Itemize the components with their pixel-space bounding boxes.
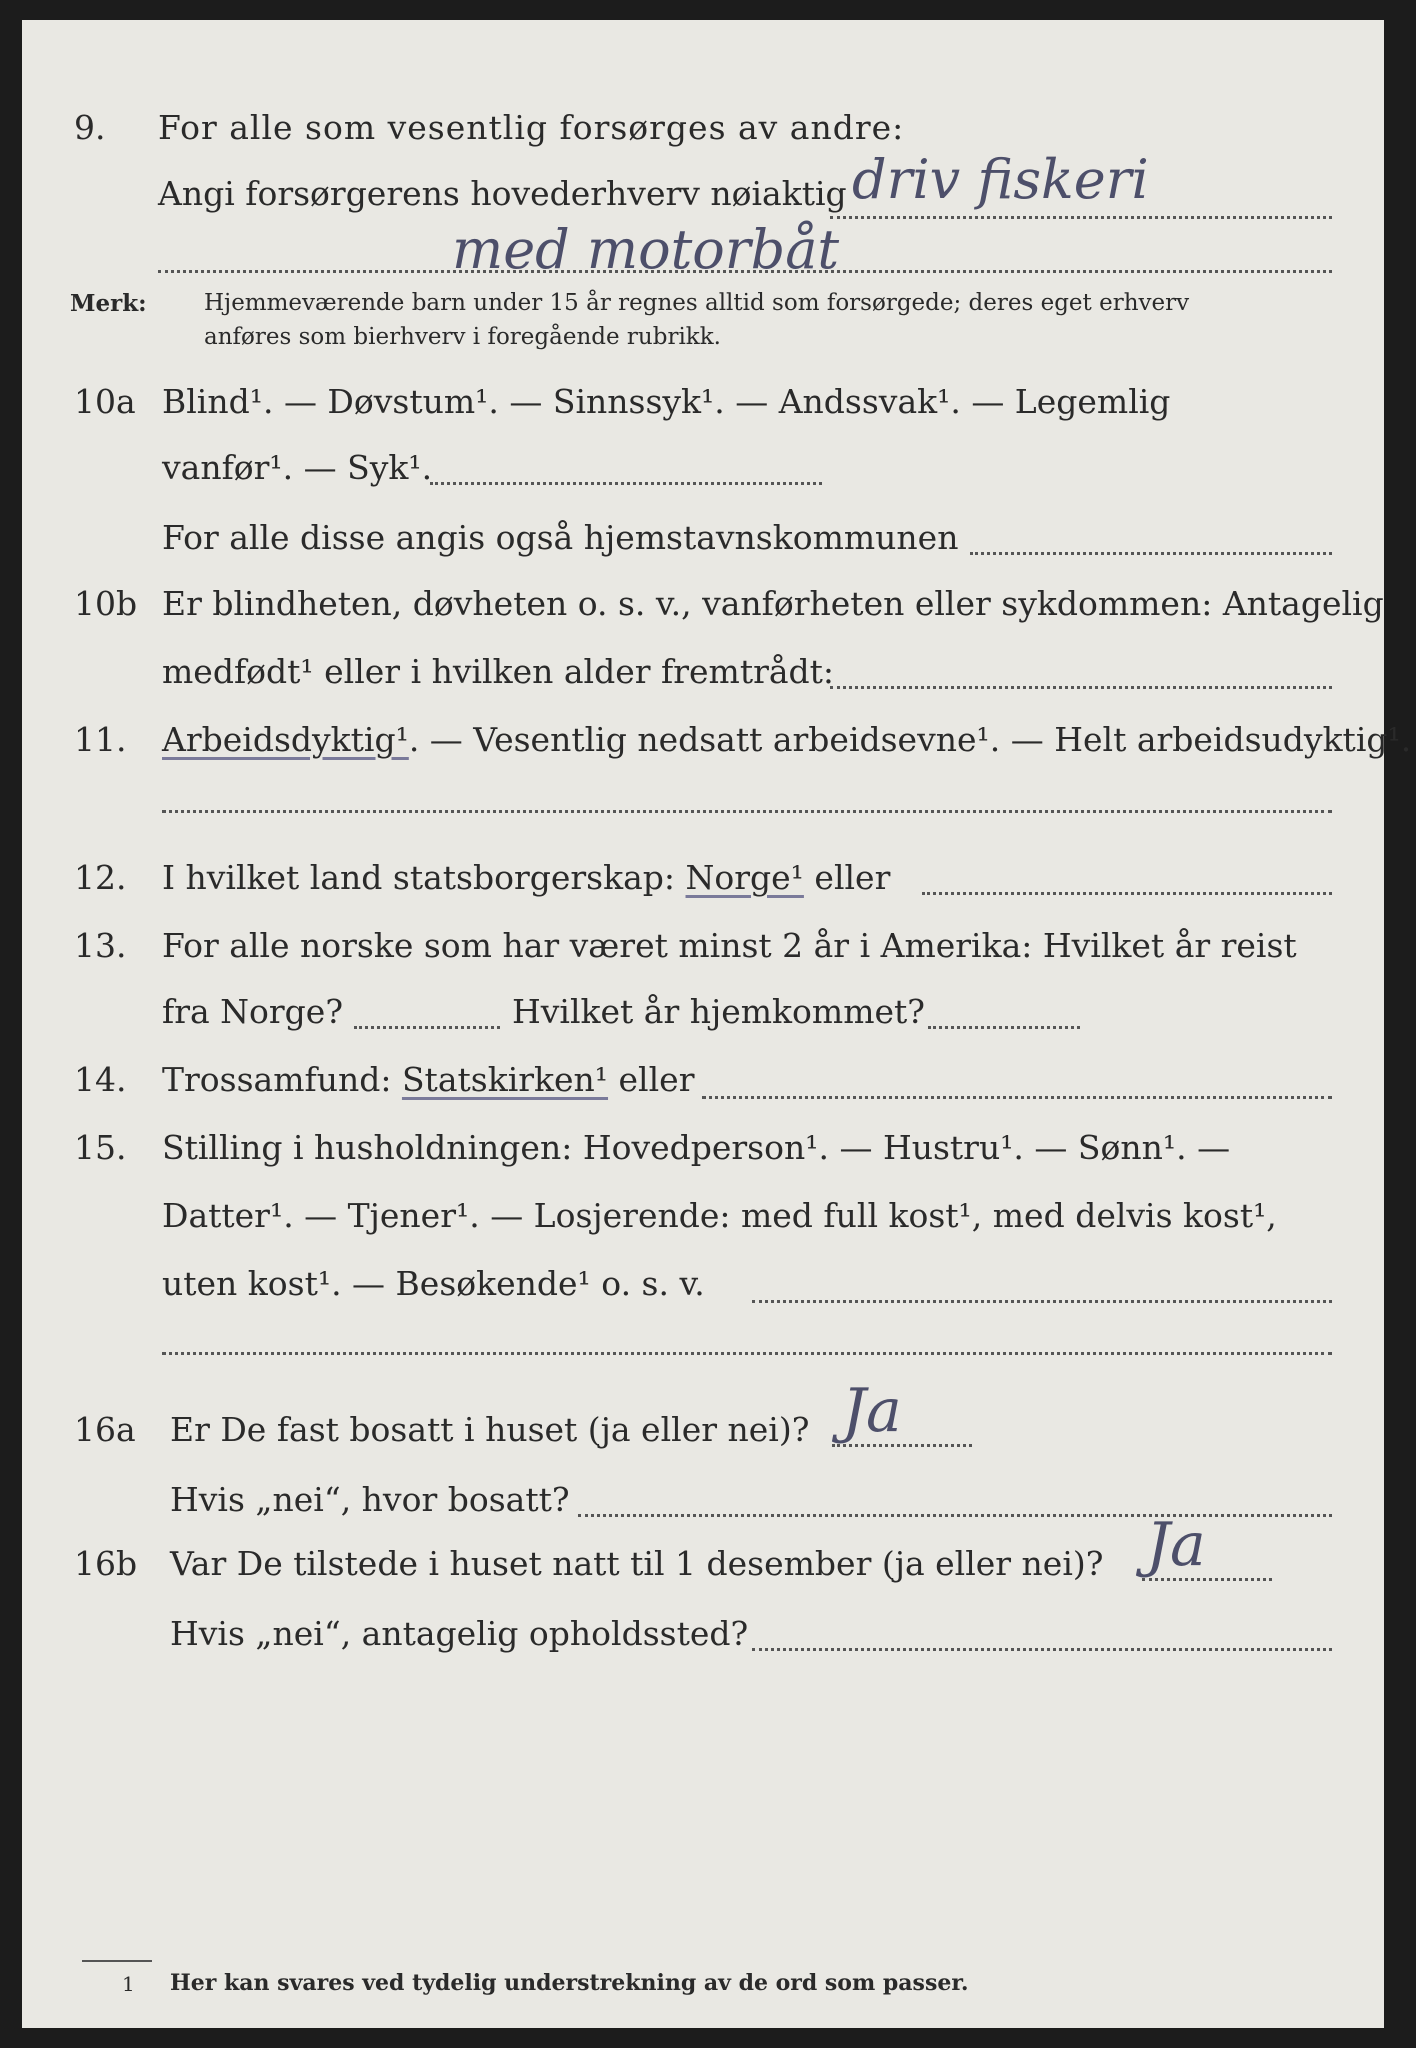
q16a-handwritten-answer: Ja — [842, 1376, 902, 1446]
q13-answer-line-hjemkommet — [928, 1026, 1080, 1029]
census-form-page — [22, 20, 1412, 2028]
q15-answer-line2 — [162, 1352, 1332, 1355]
q14-selected-option: Statskirken¹ — [401, 1060, 609, 1099]
q13-question-line2b: Hvilket år hjemkommet? — [512, 992, 925, 1031]
q10a-question-line1: Blind¹. — Døvstum¹. — Sinnssyk¹. — Andssvak¹. — Legemlig — [162, 382, 1171, 421]
q15-question-line3: uten kost¹. — Besøkende¹ o. s. v. — [162, 1264, 705, 1303]
q10b-question-line2: medfødt¹ eller i hvilken alder fremtrådt: — [162, 652, 835, 691]
q10b-number: 10b — [74, 584, 138, 623]
q10a-answer-line1 — [430, 482, 822, 485]
merk-label: Merk: — [70, 290, 147, 317]
q14-eller: eller — [618, 1060, 695, 1099]
q13-answer-line-reist — [354, 1026, 500, 1029]
q10a-number: 10a — [74, 382, 136, 421]
q13-number: 13. — [74, 926, 127, 965]
merk-text-line2: anføres som bierhverv i foregående rubrikk. — [204, 324, 721, 350]
q9-answer-line1 — [830, 216, 1332, 219]
merk-text-line1: Hjemmeværende barn under 15 år regnes alltid som forsørgede; deres eget erhverv — [204, 290, 1190, 316]
q16a-question-line2: Hvis „nei“, hvor bosatt? — [170, 1480, 570, 1519]
q9-handwritten-answer2: med motorbåt — [452, 218, 840, 281]
q12-eller: eller — [814, 858, 891, 897]
q10a-answer-line2 — [970, 552, 1332, 555]
q10b-question-line1: Er blindheten, døvheten o. s. v., vanførheten eller sykdommen: Antagelig — [162, 584, 1384, 623]
q16b-handwritten-answer: Ja — [1146, 1510, 1206, 1580]
footnote-mark: 1 — [122, 1972, 135, 1996]
footnote-rule — [82, 1960, 152, 1962]
q12-question — [162, 858, 890, 897]
q11-number: 11. — [74, 720, 127, 759]
q16a-question-line1: Er De fast bosatt i huset (ja eller nei)? — [170, 1410, 810, 1449]
q15-question-line1: Stilling i husholdningen: Hovedperson¹. — Hustru¹. — Sønn¹. — — [162, 1128, 1231, 1167]
footnote-text: Her kan svares ved tydelig understrekning av de ord som passer. — [170, 1970, 969, 1996]
q13-question-line2a: fra Norge? — [162, 992, 344, 1031]
q10a-question-line2: vanfør¹. — Syk¹. — [162, 448, 433, 487]
q16b-answer-line2 — [752, 1648, 1332, 1651]
q14-answer-line — [702, 1096, 1332, 1099]
q9-question-line1: For alle som vesentlig forsørges av andre: — [158, 108, 905, 147]
q11-question — [162, 720, 1411, 759]
q15-number: 15. — [74, 1128, 127, 1167]
q13-question-line1: For alle norske som har været minst 2 år i Amerika: Hvilket år reist — [162, 926, 1297, 965]
q16a-answer-line2 — [578, 1514, 1332, 1517]
q16b-number: 16b — [74, 1544, 138, 1583]
q9-number: 9. — [74, 108, 106, 147]
q12-answer-line — [922, 892, 1332, 895]
q14-question-text: Trossamfund: — [162, 1060, 392, 1099]
q15-question-line2: Datter¹. — Tjener¹. — Losjerende: med full kost¹, med delvis kost¹, — [162, 1196, 1277, 1235]
q16b-question-line1: Var De tilstede i huset natt til 1 desember (ja eller nei)? — [170, 1544, 1104, 1583]
q12-question-text: I hvilket land statsborgerskap: — [162, 858, 676, 897]
q12-number: 12. — [74, 858, 127, 897]
q15-answer-line1 — [752, 1300, 1332, 1303]
q9-question-line2: Angi forsørgerens hovederhverv nøiaktig — [158, 174, 847, 213]
q14-number: 14. — [74, 1060, 127, 1099]
q9-handwritten-answer1: driv fiskeri — [852, 148, 1149, 211]
q12-selected-option: Norge¹ — [685, 858, 804, 897]
q11-answer-line — [162, 810, 1332, 813]
q10a-question-line3: For alle disse angis også hjemstavnskommunen — [162, 518, 959, 557]
q11-selected-option: Arbeidsdyktig¹ — [162, 720, 409, 759]
q16a-number: 16a — [74, 1410, 136, 1449]
q14-question — [162, 1060, 694, 1099]
q11-other-options: . — Vesentlig nedsatt arbeidsevne¹. — Helt arbeidsudyktig¹. — [408, 720, 1412, 759]
q16b-question-line2: Hvis „nei“, antagelig opholdssted? — [170, 1614, 749, 1653]
q10b-answer-line — [830, 686, 1332, 689]
